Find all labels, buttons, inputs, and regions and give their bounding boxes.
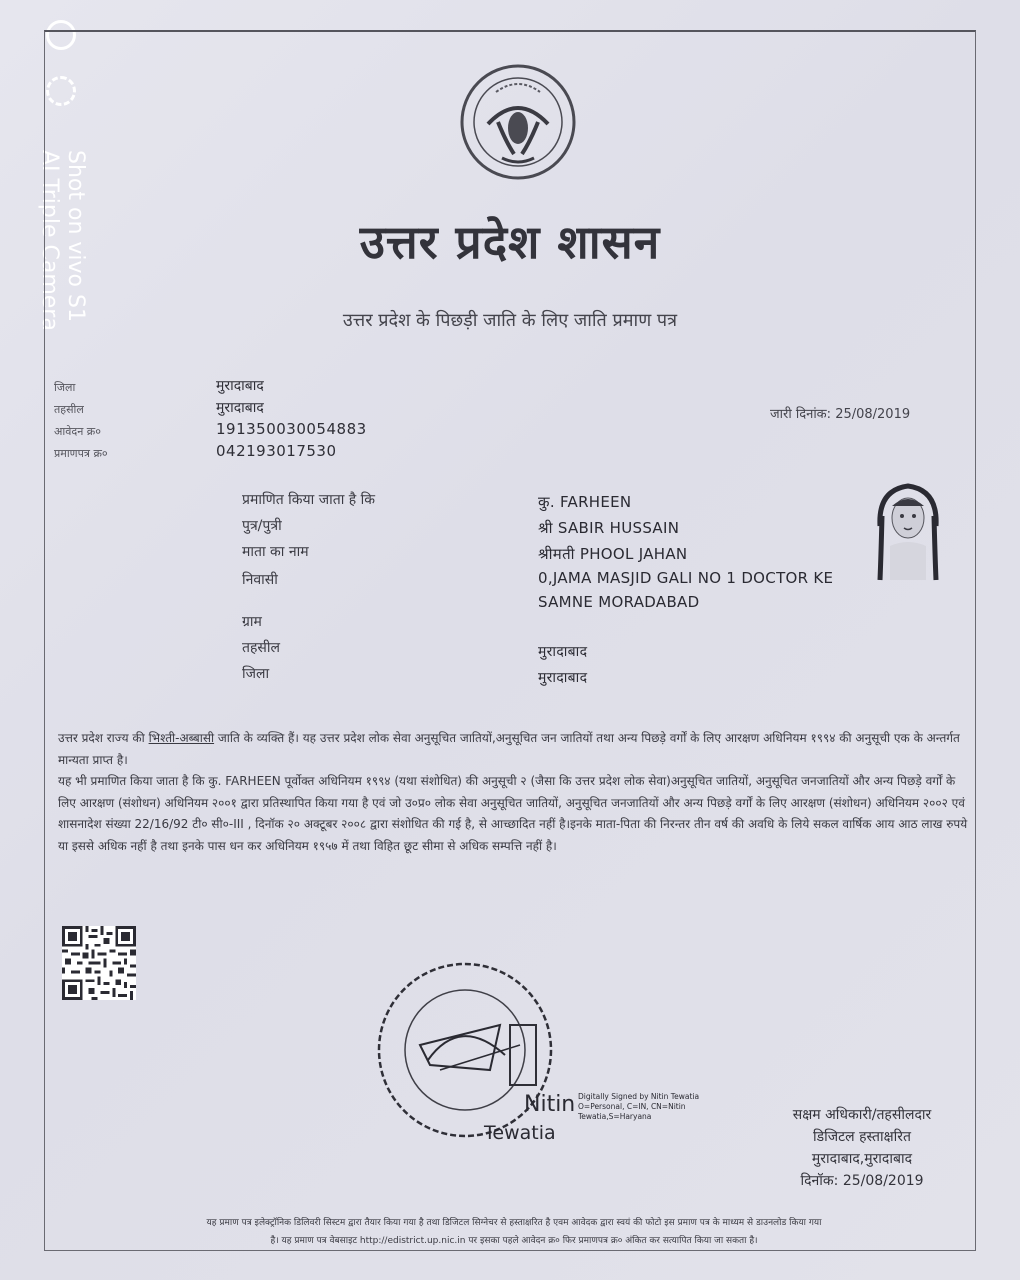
- footer-note: [58, 1214, 970, 1250]
- field-resident-label: निवासी: [242, 572, 278, 588]
- watermark-line1: Shot on vivo S1: [63, 150, 88, 322]
- page-title: उत्तर प्रदेश शासन: [359, 215, 661, 269]
- officer-date: [752, 1170, 972, 1192]
- officer-date-value: 25/08/2019: [842, 1173, 924, 1189]
- body-para1-prefix: उत्तर प्रदेश राज्य की: [58, 731, 145, 745]
- certificate-body: [58, 728, 974, 857]
- caste-name: भिश्ती-अब्बासी: [148, 731, 215, 745]
- field-child-of-value: श्री SABIR HUSSAIN: [538, 519, 680, 537]
- meta-tehsil-value: मुरादाबाद: [216, 400, 264, 416]
- body-para1-suffix: जाति के व्यक्ति हैं। यह उत्तर प्रदेश लोक सेवा अनुसूचित जातियों,अनुसूचित जन जातियों तथा अन्य पिछड़े वर्गों के लिए आरक्षण अधिनियम १९९४ की अनुसूची एक के अन्तर्गत मान्यता प्राप्त है।: [58, 731, 960, 767]
- digital-signature-details: Digitally Signed by Nitin Tewatia O=Personal, C=IN, CN=Nitin Tewatia,S=Haryana: [578, 1092, 700, 1121]
- qr-code-icon: [62, 926, 136, 1000]
- field-certified-value: कु. FARHEEN: [538, 493, 632, 511]
- signer-last-name: Tewatia: [484, 1122, 556, 1144]
- field-village-label: ग्राम: [242, 614, 262, 630]
- page-subtitle: उत्तर प्रदेश के पिछड़ी जाति के लिए जाति प्रमाण पत्र: [342, 310, 678, 331]
- meta-certificate: [54, 442, 454, 464]
- footer-line2: है। यह प्रमाण पत्र वेबसाइट http://edistrict.up.nic.in पर इसका पहले आवेदन क्र० फिर प्रमाणपत्र क्र० अंकित कर सत्यापित किया जा सकता है।: [270, 1236, 758, 1246]
- issue-date-label: जारी दिनांक: [770, 407, 827, 422]
- meta-tehsil: [54, 398, 454, 420]
- field-child-of-label: पुत्र/पुत्री: [242, 518, 282, 534]
- meta-district: [54, 376, 454, 398]
- body-paragraph-2: यह भी प्रमाणित किया जाता है कि कु. FARHEEN पूर्वोक्त अधिनियम १९९४ (यथा संशोधित) की अनुसूची २ (जैसा कि उत्तर प्रदेश लोक सेवा)अनुसूचित जातियों, अनुसूचित जनजातियों और अन्य पिछड़े वर्गों के लिए आरक्षण (संशोधन) अधिनियम २००१ द्वारा प्रतिस्थापित किया गया है एवं जो उ०प्र० लोक सेवा अनुसूचित जातियों, अनुसूचित जनजातियों और अन्य पिछड़े वर्गों के लिए आरक्षण (संशोधन) अधिनियम २००२ एवं शासनादेश संख्या 22/16/92 टी० सी०-III , दिनॉक २० अक्टूबर २००८ द्वारा संशोधित की गई है, से आच्छादित नहीं है।इनके माता-पिता की निरन्तर तीन वर्ष की अवधि के लिये सकल वार्षिक आय आठ लाख रुपये या इससे अधिक नहीं है तथा इनके पास धन कर अधिनियम १९५७ में तथा विहित छूट सीमा से अधिक सम्पत्ति नहीं है।: [58, 774, 968, 853]
- meta-district-label: जिला: [54, 381, 76, 394]
- officer-title: सक्षम अधिकारी/तहसीलदार: [792, 1107, 932, 1123]
- field-certified-label: प्रमाणित किया जाता है कि: [242, 492, 376, 508]
- meta-application-value: 191350030054883: [216, 420, 367, 438]
- field-mother-label: माता का नाम: [242, 544, 309, 560]
- digital-signature: [484, 1092, 714, 1152]
- watermark-line2: AI Triple Camera: [37, 150, 62, 331]
- issue-date: जारी दिनांक: 25/08/2019: [770, 407, 911, 422]
- applicant-photo: [868, 476, 948, 586]
- signer-first-name: Nitin: [524, 1092, 576, 1117]
- meta-district-value: मुरादाबाद: [216, 378, 264, 394]
- officer-digitally-signed: डिजिटल हस्ताक्षरित: [813, 1129, 911, 1145]
- meta-certificate-label: प्रमाणपत्र क्र०: [54, 447, 108, 460]
- field-district-label: जिला: [242, 666, 270, 682]
- officer-place: मुरादाबाद,मुरादाबाद: [811, 1151, 913, 1167]
- field-tehsil-label: तहसील: [242, 640, 280, 656]
- officer-date-label: दिनॉक:: [800, 1173, 839, 1189]
- meta-certificate-value: 042193017530: [216, 442, 337, 460]
- field-district-value: मुरादाबाद: [538, 670, 588, 686]
- issue-date-value: 25/08/2019: [835, 407, 911, 422]
- field-tehsil-value: मुरादाबाद: [538, 644, 588, 660]
- field-resident-value: 0,JAMA MASJID GALI NO 1 DOCTOR KE SAMNE MORADABAD: [538, 569, 834, 611]
- meta-application-label: आवेदन क्र०: [54, 425, 101, 438]
- footer-line1: यह प्रमाण पत्र इलेक्ट्रॉनिक डिलिवरी सिस्टम द्वारा तैयार किया गया है तथा डिजिटल सिग्नेचर से हस्ताक्षरित है एवम आवेदक द्वारा स्वयं की फोटो इस प्रमाण पत्र के माध्यम से डाउनलोड किया गया: [206, 1218, 822, 1228]
- up-state-emblem-icon: [458, 62, 578, 182]
- signing-officer: [752, 1104, 972, 1192]
- meta-tehsil-label: तहसील: [54, 403, 84, 416]
- certificate-meta: [54, 376, 454, 464]
- meta-application: [54, 420, 454, 442]
- field-mother-value: श्रीमती PHOOL JAHAN: [538, 545, 688, 563]
- body-paragraph-1: [58, 728, 974, 771]
